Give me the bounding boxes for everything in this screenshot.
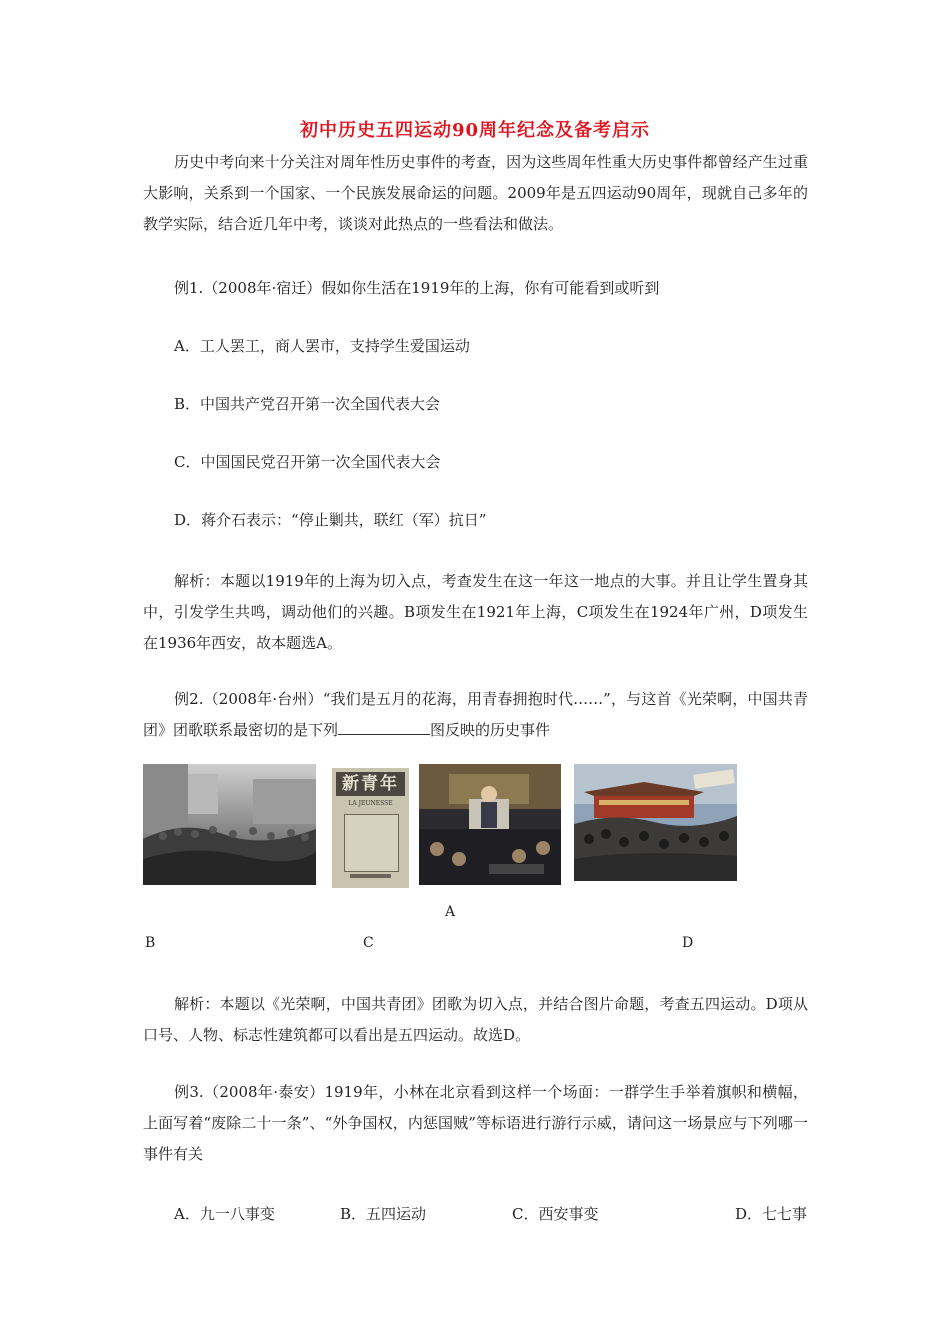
example-1-analysis: 解析：本题以1919年的上海为切入点，考查发生在这一年这一地点的大事。并且让学生置身其中，引发学生共鸣，调动他们的兴趣。B项发生在1921年上海，C项发生在1924年广州，D项发生在1936年西安，故本题选A。 xyxy=(143,572,808,652)
example-1-option-b: B．中国共产党召开第一次全国代表大会 xyxy=(174,395,441,413)
picture-meeting-room xyxy=(419,764,561,885)
answer-blank xyxy=(338,720,430,735)
picture-tiananmen-protest xyxy=(574,764,737,881)
magazine-title: 新青年 xyxy=(336,772,405,796)
picture-label-a: A xyxy=(445,904,456,920)
example-1-option-a: A．工人罢工，商人罢市，支持学生爱国运动 xyxy=(174,337,470,355)
picture-label-c: C xyxy=(363,935,374,951)
example-1-option-d: D．蒋介石表示：“停止剿共，联红（军）抗日” xyxy=(174,511,487,529)
example-2-question-text: 例2.（2008年·台州）“我们是五月的花海，用青春拥抱时代……”，与这首《光荣啊，中国共青团》团歌联系最密切的是下列 xyxy=(143,690,808,739)
example-2-question xyxy=(143,684,808,746)
example-1-question: 例1.（2008年·宿迁）假如你生活在1919年的上海，你有可能看到或听到 xyxy=(174,279,660,297)
document-title: 初中历史五四运动90周年纪念及备考启示 xyxy=(299,120,651,141)
example-3-option-d: D．七七事 xyxy=(735,1205,808,1223)
example-3-option-b: B．五四运动 xyxy=(340,1205,427,1223)
picture-label-d: D xyxy=(682,935,694,951)
example-3-option-a: A．九一八事变 xyxy=(174,1205,275,1223)
magazine-portrait-frame xyxy=(344,814,399,872)
magazine-subtitle: LA JEUNESSE xyxy=(348,800,393,807)
example-2-question-tail: 图反映的历史事件 xyxy=(430,721,551,739)
example-1-option-c: C．中国国民党召开第一次全国代表大会 xyxy=(174,453,441,471)
example-3-question: 例3.（2008年·泰安）1919年，小林在北京看到这样一个场面：一群学生手举着旗帜和横幅，上面写着“废除二十一条”、“外争国权，内惩国贼”等标语进行游行示威，请问这一场景应与下列哪一事件有关 xyxy=(143,1083,808,1163)
picture-label-b: B xyxy=(145,935,156,951)
picture-magazine-cover xyxy=(332,768,409,888)
example-2-analysis: 解析：本题以《光荣啊，中国共青团》团歌为切入点，并结合图片命题，考查五四运动。D项从口号、人物、标志性建筑都可以看出是五四运动。故选D。 xyxy=(143,995,808,1044)
intro-paragraph: 历史中考向来十分关注对周年性历史事件的考查，因为这些周年性重大历史事件都曾经产生过重大影响，关系到一个国家、一个民族发展命运的问题。2009年是五四运动90周年，现就自己多年的教学实际，结合近几年中考，谈谈对此热点的一些看法和做法。 xyxy=(143,153,808,233)
example-3-option-c: C．西安事变 xyxy=(512,1205,599,1223)
picture-crowd-gathering xyxy=(143,764,316,885)
